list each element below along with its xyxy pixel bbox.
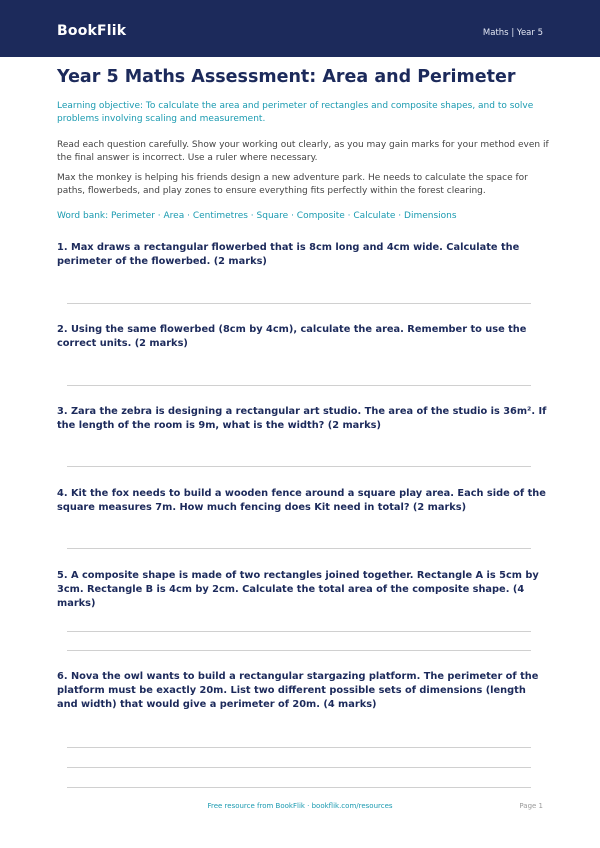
answer-line[interactable] [67, 466, 531, 467]
answer-line[interactable] [67, 787, 531, 788]
question-4: 4. Kit the fox needs to build a wooden fence around a square play area. Each side of the square measures 7m. How much fencing does Kit need in total? (2 marks) [57, 488, 546, 513]
footer-credit: Free resource from BookFlik · bookflik.com/resources [207, 802, 393, 810]
page-number: Page 1 [519, 802, 543, 810]
page-title: Year 5 Maths Assessment: Area and Perimeter [57, 67, 516, 87]
answer-line[interactable] [67, 747, 531, 748]
answer-line[interactable] [67, 631, 531, 632]
question-3: 3. Zara the zebra is designing a rectangular art studio. The area of the studio is 36m². If the length of the room is 9m, what is the width? (2 marks) [57, 406, 547, 431]
answer-line[interactable] [67, 650, 531, 651]
answer-line[interactable] [67, 385, 531, 386]
header-bar [0, 0, 600, 57]
word-bank: Word bank: Perimeter · Area · Centimetres · Square · Composite · Calculate · Dimensions [57, 211, 457, 221]
question-6: 6. Nova the owl wants to build a rectangular stargazing platform. The perimeter of the platform must be exactly 20m. List two different possible sets of dimensions (length and width) that would give a perimeter of 20m. (4 marks) [57, 671, 539, 710]
brand-logo: BookFlik [57, 23, 127, 39]
answer-line[interactable] [67, 767, 531, 768]
question-2: 2. Using the same flowerbed (8cm by 4cm), calculate the area. Remember to use the correct units. (2 marks) [57, 324, 527, 349]
learning-objective: Learning objective: To calculate the area and perimeter of rectangles and composite shapes, and to solve problems involving scaling and measurement. [57, 101, 534, 124]
answer-line[interactable] [67, 303, 531, 304]
intro-text: Max the monkey is helping his friends design a new adventure park. He needs to calculate the space for paths, flowerbeds, and play zones to ensure everything fits perfectly within the forest clearing. [57, 173, 528, 196]
question-5: 5. A composite shape is made of two rectangles joined together. Rectangle A is 5cm by 3cm. Rectangle B is 4cm by 2cm. Calculate the total area of the composite shape. (4 marks) [57, 570, 539, 609]
answer-line[interactable] [67, 548, 531, 549]
subject-year-label: Maths | Year 5 [482, 28, 543, 38]
instructions-text: Read each question carefully. Show your working out clearly, as you may gain marks for your method even if the final answer is incorrect. Use a ruler where necessary. [57, 140, 549, 163]
question-1: 1. Max draws a rectangular flowerbed that is 8cm long and 4cm wide. Calculate the perimeter of the flowerbed. (2 marks) [57, 242, 520, 267]
